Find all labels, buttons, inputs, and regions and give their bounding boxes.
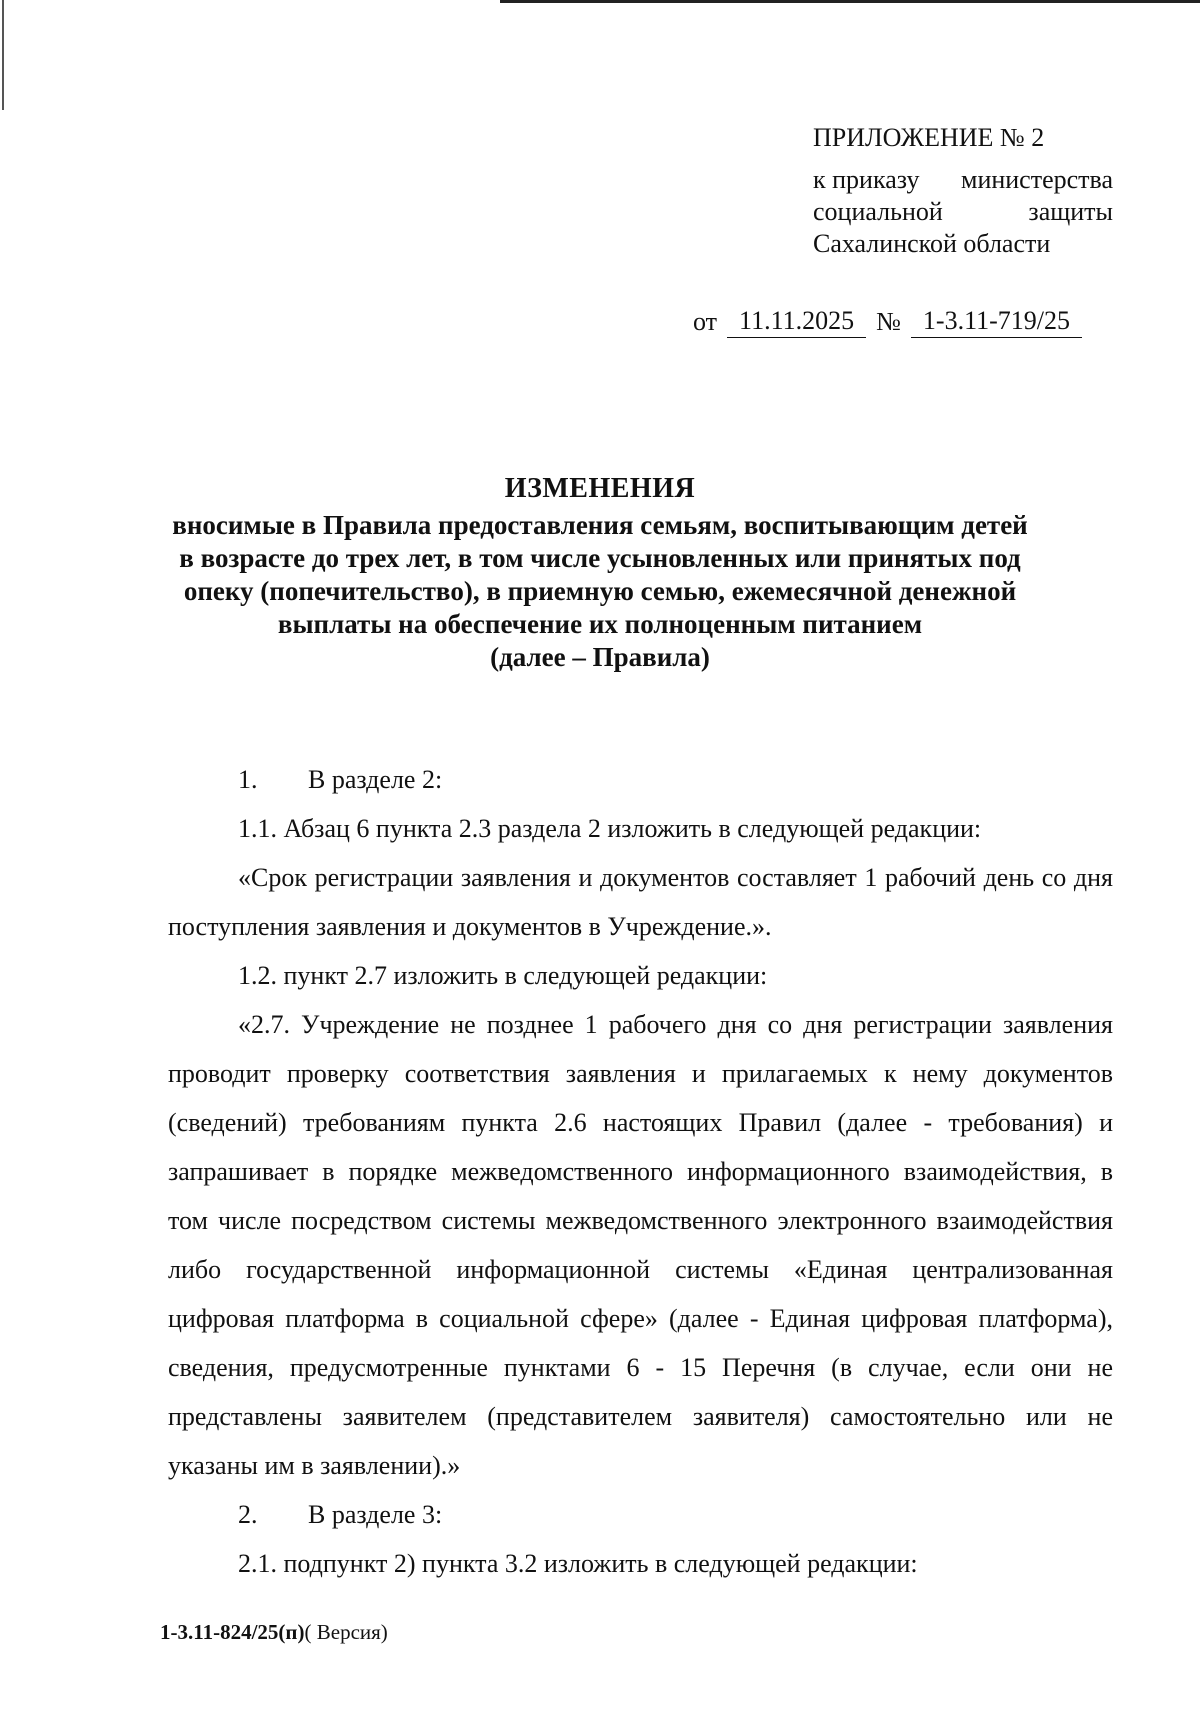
appendix-line-1-word-1: к приказу: [813, 165, 920, 194]
order-from-label: от: [693, 307, 718, 336]
appendix-block: [813, 122, 1113, 260]
scan-top-border: [500, 0, 1200, 3]
order-reference: [693, 305, 1082, 338]
paragraph-1-1: 1.1. Абзац 6 пункта 2.3 раздела 2 изложить в следующей редакции:: [238, 814, 982, 843]
footer-document-code: 1-3.11-824/25(п): [160, 1620, 305, 1644]
appendix-line-2-word-1: социальной: [813, 197, 943, 226]
paragraph-1-2: 1.2. пункт 2.7 изложить в следующей редакции:: [238, 961, 768, 990]
appendix-line-1-word-2: министерства: [960, 165, 1113, 194]
appendix-line-1: [813, 164, 1113, 196]
heading-line-5: (далее – Правила): [490, 642, 710, 672]
appendix-line-2: [813, 196, 1113, 228]
scan-left-border: [2, 0, 4, 110]
document-body: [168, 755, 1113, 1588]
heading-line-4: выплаты на обеспечение их полноценным питанием: [277, 609, 923, 639]
section-2-text: В разделе 3:: [308, 1500, 443, 1529]
heading-line-3: опеку (попечительство), в приемную семью, ежемесячной денежной: [183, 576, 1017, 606]
paragraph-2-1: 2.1. подпункт 2) пункта 3.2 изложить в следующей редакции:: [238, 1549, 918, 1578]
heading-line-2: в возрасте до трех лет, в том числе усыновленных или принятых под: [179, 543, 1021, 573]
order-date: 11.11.2025: [727, 305, 866, 338]
section-1-heading: [168, 755, 1113, 804]
heading-title: ИЗМЕНЕНИЯ: [504, 473, 696, 504]
footer-version: ( Версия): [304, 1620, 388, 1644]
paragraph-1-1-quote: «Срок регистрации заявления и документов составляет 1 рабочий день со дня поступления заявления и документов в Учреждение.».: [168, 863, 1113, 941]
section-1-number: 1.: [238, 765, 258, 794]
heading-line-1: вносимые в Правила предоставления семьям, воспитывающим детей: [172, 510, 1028, 540]
appendix-title: ПРИЛОЖЕНИЕ № 2: [813, 123, 1045, 152]
document-footer: [160, 1620, 388, 1645]
order-number-label: №: [876, 307, 901, 336]
section-2-heading: [168, 1490, 1113, 1539]
order-number: 1-3.11-719/25: [911, 305, 1082, 338]
paragraph-1-2-quote: «2.7. Учреждение не позднее 1 рабочего дня со дня регистрации заявления проводит проверку соответствия заявления и прилагаемых к нему документов (сведений) требованиям пункта 2.6 настоящих Правил (далее - требования) и запрашивает в порядке межведомственного информационного взаимодействия, в том числе посредством системы межведомственного электронного взаимодействия либо государственной информационной системы «Единая централизованная цифровая платформа в социальной сфере» (далее - Единая цифровая платформа), сведения, предусмотренные пунктами 6 - 15 Перечня (в случае, если они не представлены заявителем (представителем заявителя) самостоятельно или не указаны им в заявлении).»: [168, 1010, 1113, 1480]
appendix-line-2-word-2: защиты: [1028, 197, 1113, 226]
section-1-text: В разделе 2:: [308, 765, 443, 794]
section-2-number: 2.: [238, 1500, 258, 1529]
document-heading: [150, 472, 1050, 674]
appendix-line-3: Сахалинской области: [813, 229, 1051, 258]
